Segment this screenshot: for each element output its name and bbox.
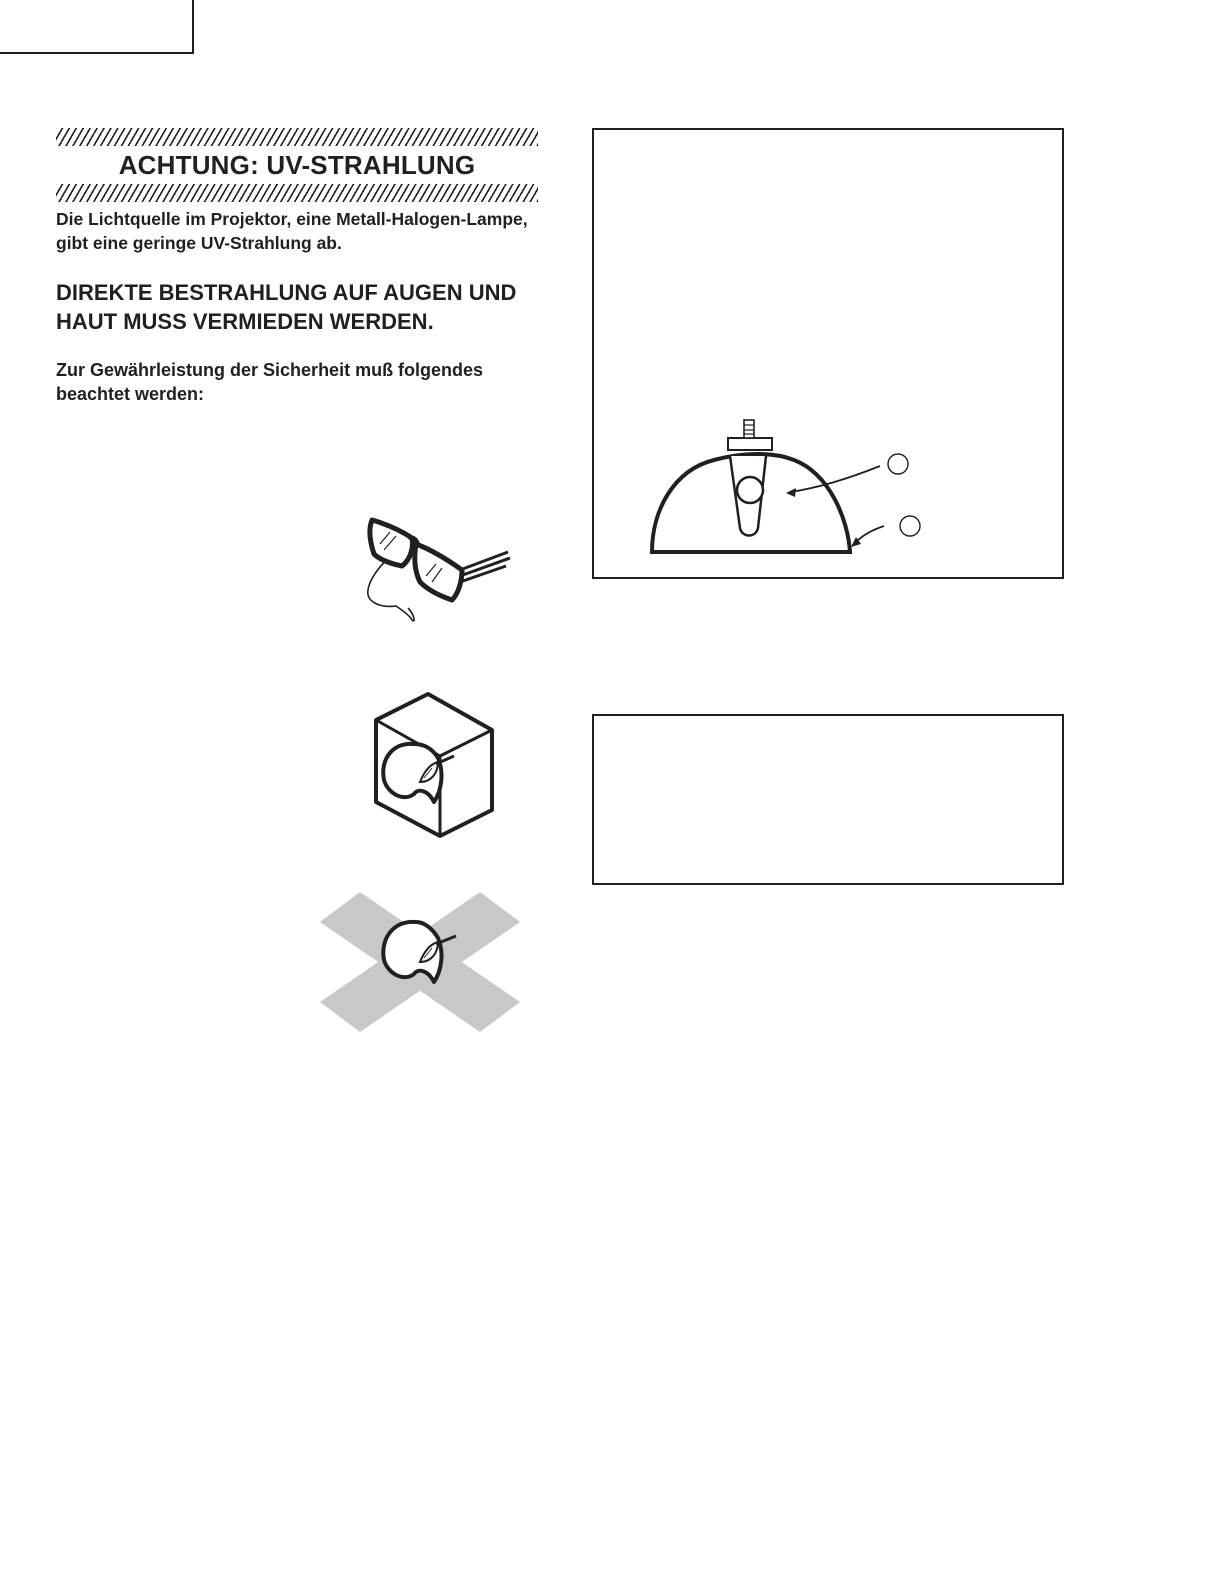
intro-text: Die Lichtquelle im Projektor, eine Metall-Halogen-Lampe, gibt eine geringe UV-Strahlung ab. [56, 209, 528, 253]
hatch-bar-bottom [56, 184, 538, 202]
safety-note: Zur Gewährleistung der Sicherheit muß folgendes beachtet werden: [56, 360, 484, 404]
safety-glasses-icon [356, 510, 516, 628]
lamp-diagram-box [592, 128, 1064, 579]
page-corner-tab [0, 0, 194, 54]
hatch-bar-top [56, 128, 538, 146]
metal-halide-lamp-diagram [594, 130, 1062, 577]
caution-heading: ACHTUNG: UV-STRAHLUNG [118, 150, 476, 180]
warning-text: DIREKTE BESTRAHLUNG AUF AUGEN UND HAUT MUSS VERMIEDEN WERDEN. [56, 280, 517, 334]
lamp-in-enclosure-icon [368, 690, 500, 840]
notice-box [592, 714, 1064, 885]
lamp-prohibited-icon [320, 892, 520, 1032]
